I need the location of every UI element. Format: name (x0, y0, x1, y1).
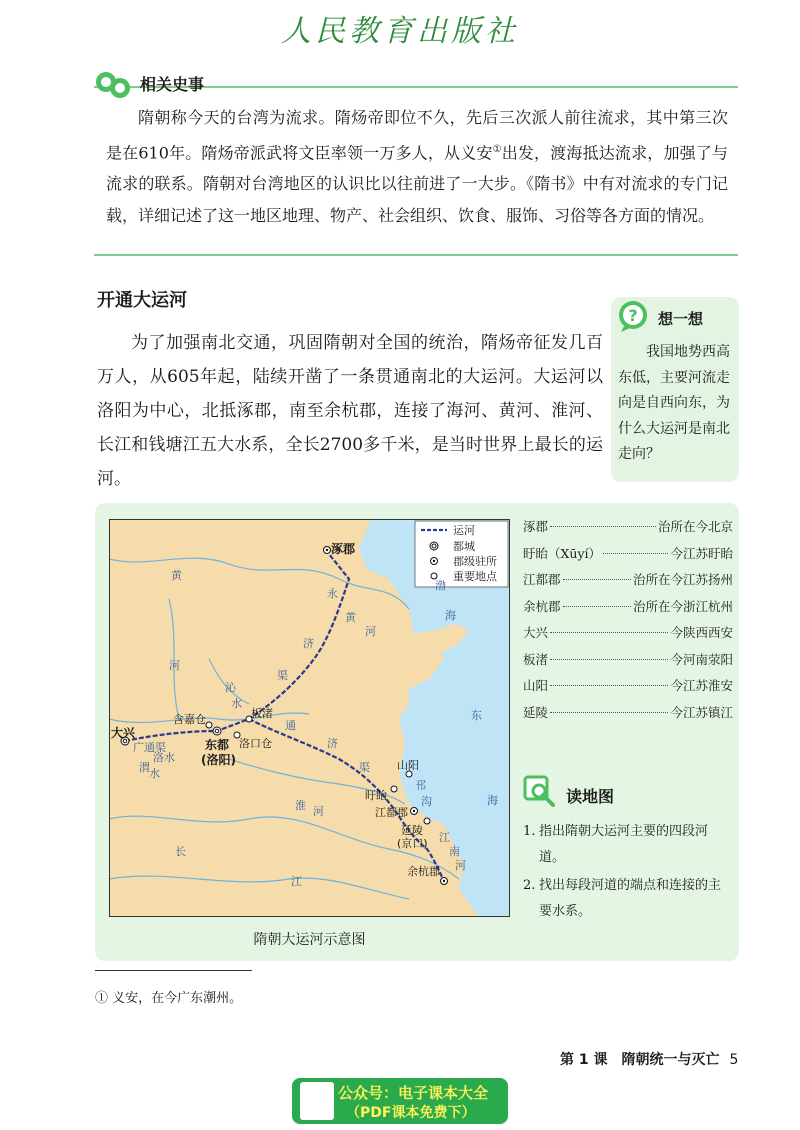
label-shanyang: 山阳 (397, 759, 419, 772)
page-number: 5 (729, 1052, 739, 1068)
place-description: 治所在今江苏扬州 (632, 572, 733, 587)
label-daxing: 大兴 (111, 726, 136, 740)
lesson-title: 第 1 课 隋朝统一与灭亡 (560, 1052, 720, 1068)
place-description: 治所在今北京 (657, 519, 733, 534)
label-luoshui: 洛水 (153, 751, 175, 764)
label-weishui-2: 水 (149, 767, 160, 780)
label-huanghe-1: 黄 (171, 569, 182, 582)
banner-line2: （PDF课本免费下） (346, 1105, 476, 1121)
place-row (523, 703, 733, 730)
leader-dots (563, 579, 631, 580)
related-history-title: 相关史事 (140, 75, 205, 94)
magnifier-icon (523, 775, 557, 809)
place-description: 今江苏镇江 (670, 704, 733, 720)
book-icon (300, 1082, 334, 1120)
place-name: 盱眙（Xūyí） (523, 545, 602, 561)
label-huaihe-2: 河 (313, 805, 324, 818)
think-text (618, 340, 734, 468)
place-name: 大兴 (523, 625, 549, 640)
leader-dots (550, 526, 656, 527)
label-tongji-2: 济 (327, 737, 338, 750)
place-name: 山阳 (523, 678, 549, 693)
label-zhuojun: 涿郡 (331, 542, 356, 556)
label-huaihe-1: 淮 (295, 799, 306, 812)
place-list (523, 517, 733, 729)
place-name: 余杭郡 (523, 598, 561, 614)
label-donghai-1: 东 (471, 709, 482, 722)
place-description: 今江苏淮安 (670, 678, 733, 693)
label-luokoucang: 洛口仓 (239, 737, 272, 750)
legend-capital: 都城 (453, 540, 475, 553)
leader-dots (550, 712, 668, 713)
place-description: 今江苏盱眙 (670, 545, 733, 561)
label-yongji-1: 永 (327, 587, 338, 600)
read-map-item (523, 819, 733, 871)
related-history-part1: 隋朝称今天的台湾为流求。隋炀帝即位不久，先后三次派人前往流求，其中第三次是在610年。隋炀帝派武将文臣率领一万多人，从义安 (106, 108, 728, 162)
leader-dots (603, 553, 668, 554)
label-qinshui-2: 水 (231, 697, 242, 710)
page-footer (560, 1049, 738, 1069)
place-name: 延陵 (523, 704, 549, 720)
label-jiangnan-1: 江 (439, 831, 450, 844)
place-row (523, 676, 733, 703)
place-name: 涿郡 (523, 519, 549, 534)
label-weishui-1: 渭 (139, 761, 150, 774)
item-text: 找出每段河道的端点和连接的主要水系。 (539, 878, 722, 919)
label-tongji-3: 渠 (359, 761, 370, 774)
label-qinshui-1: 沁 (225, 681, 236, 694)
label-bohai-1: 渤 (435, 579, 446, 592)
place-row (523, 597, 733, 624)
legend-canal: 运河 (453, 524, 475, 537)
label-yanling-sub: (京口) (397, 837, 428, 850)
label-changjiang-1: 长 (175, 845, 186, 858)
label-hangou-1: 邗 (415, 779, 426, 792)
place-name: 江都郡 (523, 572, 561, 587)
box-bottom-rule (94, 254, 738, 256)
item-number: 1. (523, 824, 536, 839)
place-description: 今河南荥阳 (670, 651, 733, 667)
label-yanling: 延陵 (401, 824, 423, 837)
xuyi-marker (391, 786, 397, 792)
label-guangtong: 广通渠 (133, 741, 166, 754)
place-row (523, 544, 733, 571)
section-body (97, 326, 603, 496)
label-banzhu: 板渚 (251, 707, 273, 720)
place-row (523, 517, 733, 544)
read-map-list (523, 819, 733, 927)
place-row (523, 570, 733, 597)
hanjiacang-marker (206, 722, 212, 728)
label-huanghe-4: 河 (365, 625, 376, 638)
dongdu-marker (213, 727, 221, 735)
label-yongji-2: 济 (303, 637, 314, 650)
label-huanghe-3: 黄 (345, 611, 356, 624)
label-yongji-3: 渠 (277, 669, 288, 682)
label-bohai-2: 海 (445, 609, 456, 622)
related-history-icon (94, 68, 134, 104)
item-text: 指出隋朝大运河主要的四段河道。 (539, 824, 709, 865)
legend-prefecture: 郡级驻所 (453, 555, 497, 568)
place-row (523, 623, 733, 650)
label-jiangnan-2: 南 (449, 845, 460, 858)
leader-dots (550, 632, 668, 633)
leader-dots (563, 606, 631, 607)
place-row (523, 650, 733, 677)
footnote: ① 义安，在今广东潮州。 (95, 991, 243, 1006)
section-title: 开通大运河 (97, 290, 187, 311)
leader-dots (550, 659, 668, 660)
map-legend (415, 521, 508, 587)
yanling-marker (424, 818, 430, 824)
legend-site: 重要地点 (453, 570, 497, 583)
label-yuhangjun: 余杭郡 (407, 865, 440, 878)
footnote-rule (95, 970, 252, 971)
label-jiangnan-3: 河 (455, 859, 466, 872)
banner-line1: 公众号：电子课本大全 (338, 1084, 489, 1102)
read-map-title: 读地图 (566, 787, 615, 806)
grand-canal-map (109, 519, 510, 917)
item-number: 2. (523, 878, 536, 893)
label-huanghe-2: 河 (169, 659, 180, 672)
related-history-part2: 出发，渡海抵达流求，加强了与流求的联系。隋朝对台湾地区的认识比以往前进了一大步。《隋书》中有对流求的专门记载，详细记述了这一地区地理、物产、社会组织、饮食、服饰、习俗等各方面的情况。 (106, 142, 728, 225)
label-tongji-1: 通 (285, 719, 296, 732)
map-caption: 隋朝大运河示意图 (253, 932, 366, 948)
footnote-mark: ① (492, 143, 502, 155)
label-hangou-2: 沟 (421, 795, 432, 808)
think-question: 我国地势西高东低，主要河流走向是自西向东，为什么大运河是南北走向？ (618, 344, 730, 462)
place-description: 治所在今浙江杭州 (632, 598, 733, 614)
leader-dots (550, 685, 668, 686)
section-paragraph: 为了加强南北交通，巩固隋朝对全国的统治，隋炀帝征发几百万人，从605年起，陆续开凿了一条贯通南北的大运河。大运河以洛阳为中心，北抵涿郡，南至余杭郡，连接了海河、黄河、淮河、长江和钱塘江五大水系，全长2700多千米，是当时世界上最长的运河。 (97, 333, 603, 489)
read-map-item (523, 873, 733, 925)
question-bubble-icon (616, 299, 650, 333)
related-history-text (106, 102, 728, 231)
place-name: 板渚 (523, 651, 549, 667)
label-dongdu-sub: (洛阳) (201, 753, 236, 767)
label-donghai-2: 海 (487, 794, 498, 807)
place-description: 今陕西西安 (670, 625, 733, 640)
label-changjiang-2: 江 (291, 875, 302, 888)
label-dongdu: 东都 (205, 738, 230, 752)
label-jiangdujun: 江都郡 (375, 806, 408, 819)
think-title: 想一想 (658, 310, 704, 328)
label-xuyi: 盱眙 (365, 789, 387, 802)
svg-text:?: ? (628, 306, 638, 325)
publisher-logo: 人民教育出版社 (281, 14, 519, 49)
label-hanjiacang: 含嘉仓 (173, 713, 206, 726)
